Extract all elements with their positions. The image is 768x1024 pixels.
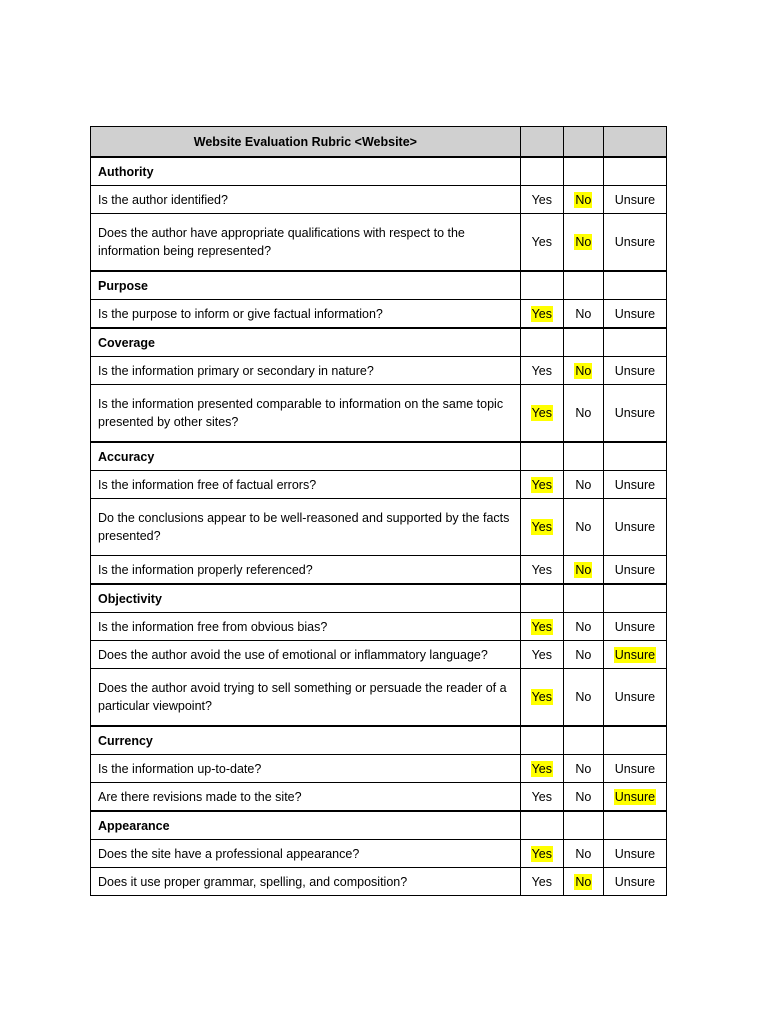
section-row <box>91 811 667 840</box>
option-cell-unsure[interactable] <box>603 868 666 896</box>
option-unsure: Unsure <box>614 761 656 776</box>
section-row <box>91 271 667 300</box>
header-blank-unsure <box>603 127 666 158</box>
option-yes-selected: Yes <box>531 520 552 534</box>
option-cell-unsure[interactable] <box>603 385 666 443</box>
header-blank-no <box>563 127 603 158</box>
option-cell-yes[interactable] <box>520 669 563 727</box>
section-label: Accuracy <box>91 442 521 471</box>
section-empty-cell <box>520 157 563 186</box>
section-label: Coverage <box>91 328 521 357</box>
rubric-title: Website Evaluation Rubric <Website> <box>91 127 521 158</box>
question-text: Does the author avoid the use of emotional or inflammatory language? <box>91 641 521 669</box>
option-no-selected: No <box>575 192 592 207</box>
option-yes: Yes <box>531 874 552 889</box>
option-unsure: Unsure <box>614 874 656 889</box>
option-cell-unsure[interactable] <box>603 471 666 499</box>
section-row <box>91 328 667 357</box>
option-cell-no[interactable] <box>563 186 603 214</box>
section-empty-cell <box>520 271 563 300</box>
option-cell-no[interactable] <box>563 357 603 385</box>
option-cell-yes[interactable] <box>520 357 563 385</box>
option-cell-no[interactable] <box>563 868 603 896</box>
option-unsure: Unsure <box>614 846 656 861</box>
option-cell-unsure[interactable] <box>603 186 666 214</box>
option-cell-yes[interactable] <box>520 471 563 499</box>
option-unsure-selected: Unsure <box>614 789 656 804</box>
option-cell-yes[interactable] <box>520 385 563 443</box>
section-empty-cell <box>520 726 563 755</box>
question-text: Is the purpose to inform or give factual information? <box>91 300 521 329</box>
question-row <box>91 669 667 727</box>
option-yes-selected: Yes <box>531 690 552 704</box>
question-text: Is the information primary or secondary in nature? <box>91 357 521 385</box>
option-cell-unsure[interactable] <box>603 641 666 669</box>
option-cell-no[interactable] <box>563 613 603 641</box>
question-row <box>91 868 667 896</box>
option-cell-yes[interactable] <box>520 300 563 329</box>
option-cell-unsure[interactable] <box>603 840 666 868</box>
option-cell-unsure[interactable] <box>603 755 666 783</box>
option-cell-no[interactable] <box>563 755 603 783</box>
section-empty-cell <box>563 271 603 300</box>
option-no: No <box>575 477 592 492</box>
option-no-selected: No <box>575 562 592 577</box>
section-empty-cell <box>520 584 563 613</box>
option-cell-no[interactable] <box>563 840 603 868</box>
question-row <box>91 385 667 443</box>
option-cell-no[interactable] <box>563 471 603 499</box>
option-unsure: Unsure <box>614 363 656 378</box>
question-text: Is the information free from obvious bias? <box>91 613 521 641</box>
question-row <box>91 499 667 556</box>
option-no-selected: No <box>575 235 592 249</box>
option-yes-selected: Yes <box>531 619 552 634</box>
section-row <box>91 442 667 471</box>
option-no: No <box>575 789 592 804</box>
option-yes: Yes <box>531 562 552 577</box>
option-yes-selected: Yes <box>531 761 552 776</box>
question-text: Is the information free of factual errors? <box>91 471 521 499</box>
option-no: No <box>575 406 592 420</box>
option-cell-no[interactable] <box>563 499 603 556</box>
question-row <box>91 556 667 585</box>
section-empty-cell <box>603 271 666 300</box>
option-yes: Yes <box>531 647 552 662</box>
option-unsure: Unsure <box>614 192 656 207</box>
section-empty-cell <box>520 442 563 471</box>
option-cell-yes[interactable] <box>520 783 563 812</box>
option-cell-no[interactable] <box>563 300 603 329</box>
section-empty-cell <box>603 157 666 186</box>
option-no: No <box>575 761 592 776</box>
section-label: Purpose <box>91 271 521 300</box>
section-empty-cell <box>563 726 603 755</box>
section-empty-cell <box>603 442 666 471</box>
option-cell-unsure[interactable] <box>603 357 666 385</box>
option-cell-yes[interactable] <box>520 641 563 669</box>
option-cell-no[interactable] <box>563 385 603 443</box>
option-yes: Yes <box>531 363 552 378</box>
option-cell-yes[interactable] <box>520 186 563 214</box>
option-unsure: Unsure <box>614 520 656 534</box>
option-cell-yes[interactable] <box>520 556 563 585</box>
option-cell-no[interactable] <box>563 641 603 669</box>
section-empty-cell <box>520 328 563 357</box>
option-unsure-selected: Unsure <box>614 647 656 662</box>
option-cell-unsure[interactable] <box>603 613 666 641</box>
question-row <box>91 471 667 499</box>
section-row <box>91 584 667 613</box>
option-cell-no[interactable] <box>563 556 603 585</box>
option-cell-no[interactable] <box>563 783 603 812</box>
section-label: Objectivity <box>91 584 521 613</box>
option-yes-selected: Yes <box>531 477 552 492</box>
option-cell-unsure[interactable] <box>603 669 666 727</box>
question-text: Are there revisions made to the site? <box>91 783 521 812</box>
section-empty-cell <box>603 726 666 755</box>
section-label: Currency <box>91 726 521 755</box>
option-unsure: Unsure <box>614 619 656 634</box>
option-no-selected: No <box>575 363 592 378</box>
option-unsure: Unsure <box>614 235 656 249</box>
option-cell-unsure[interactable] <box>603 300 666 329</box>
question-text: Does the site have a professional appearance? <box>91 840 521 868</box>
option-yes-selected: Yes <box>531 306 552 321</box>
question-text: Does it use proper grammar, spelling, and composition? <box>91 868 521 896</box>
section-empty-cell <box>603 584 666 613</box>
option-unsure: Unsure <box>614 406 656 420</box>
question-row <box>91 641 667 669</box>
option-cell-yes[interactable] <box>520 499 563 556</box>
option-unsure: Unsure <box>614 477 656 492</box>
option-yes: Yes <box>531 789 552 804</box>
option-no-selected: No <box>575 874 592 889</box>
question-row <box>91 840 667 868</box>
section-empty-cell <box>563 442 603 471</box>
question-row <box>91 214 667 272</box>
option-unsure: Unsure <box>614 690 656 704</box>
option-yes-selected: Yes <box>531 406 552 420</box>
question-row <box>91 300 667 329</box>
question-text: Is the information presented comparable to information on the same topic presented by other sites? <box>91 385 521 443</box>
rubric-table <box>90 126 667 896</box>
option-no: No <box>575 690 592 704</box>
section-row <box>91 726 667 755</box>
option-cell-yes[interactable] <box>520 840 563 868</box>
option-cell-yes[interactable] <box>520 613 563 641</box>
question-text: Is the information properly referenced? <box>91 556 521 585</box>
option-cell-unsure[interactable] <box>603 214 666 272</box>
option-no: No <box>575 520 592 534</box>
option-unsure: Unsure <box>614 562 656 577</box>
section-empty-cell <box>563 328 603 357</box>
option-cell-unsure[interactable] <box>603 556 666 585</box>
question-text: Does the author avoid trying to sell something or persuade the reader of a particular viewpoint? <box>91 669 521 727</box>
option-yes-selected: Yes <box>531 846 552 861</box>
section-row <box>91 157 667 186</box>
question-text: Do the conclusions appear to be well-reasoned and supported by the facts presented? <box>91 499 521 556</box>
question-row <box>91 357 667 385</box>
question-text: Is the information up-to-date? <box>91 755 521 783</box>
rubric-body <box>91 127 667 896</box>
option-yes: Yes <box>531 235 552 249</box>
option-no: No <box>575 619 592 634</box>
option-cell-no[interactable] <box>563 669 603 727</box>
section-empty-cell <box>520 811 563 840</box>
section-empty-cell <box>563 811 603 840</box>
question-row <box>91 186 667 214</box>
option-cell-unsure[interactable] <box>603 499 666 556</box>
option-yes: Yes <box>531 192 552 207</box>
option-no: No <box>575 846 592 861</box>
option-cell-yes[interactable] <box>520 755 563 783</box>
option-cell-no[interactable] <box>563 214 603 272</box>
option-no: No <box>575 306 592 321</box>
section-empty-cell <box>603 328 666 357</box>
question-text: Does the author have appropriate qualifications with respect to the information being represented? <box>91 214 521 272</box>
section-empty-cell <box>563 584 603 613</box>
question-text: Is the author identified? <box>91 186 521 214</box>
option-unsure: Unsure <box>614 306 656 321</box>
section-label: Appearance <box>91 811 521 840</box>
question-row <box>91 783 667 812</box>
header-blank-yes <box>520 127 563 158</box>
option-cell-yes[interactable] <box>520 868 563 896</box>
question-row <box>91 755 667 783</box>
section-empty-cell <box>603 811 666 840</box>
option-cell-yes[interactable] <box>520 214 563 272</box>
question-row <box>91 613 667 641</box>
option-no: No <box>575 647 592 662</box>
section-empty-cell <box>563 157 603 186</box>
section-label: Authority <box>91 157 521 186</box>
header-row <box>91 127 667 158</box>
option-cell-unsure[interactable] <box>603 783 666 812</box>
